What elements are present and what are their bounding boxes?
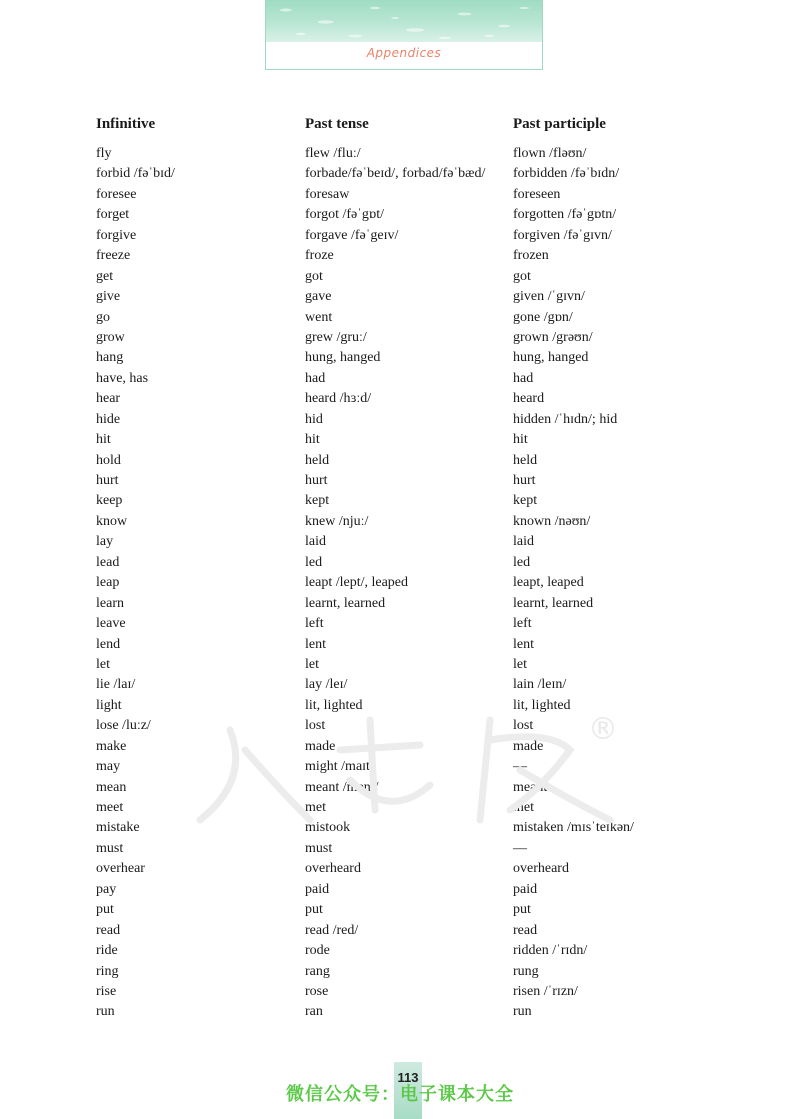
- cell-past-participle: put: [513, 902, 531, 918]
- cell-past-participle: hung, hanged: [513, 350, 589, 366]
- cell-past-tense: lay /leɪ/: [305, 677, 348, 693]
- table-row: [0, 267, 800, 287]
- cell-infinitive: freeze: [96, 248, 131, 264]
- table-row: [0, 982, 800, 1002]
- cell-infinitive: lie /laɪ/: [96, 677, 136, 693]
- cell-infinitive: light: [96, 697, 122, 713]
- cell-past-participle: kept: [513, 493, 538, 509]
- cell-past-tense: had: [305, 370, 326, 386]
- cell-infinitive: read: [96, 922, 121, 938]
- cell-infinitive: forbid /fəˈbɪd/: [96, 166, 175, 182]
- table-row: [0, 880, 800, 900]
- cell-past-tense: hurt: [305, 473, 328, 488]
- cell-past-tense: read /red/: [305, 922, 359, 938]
- cell-past-participle: hit: [513, 432, 528, 448]
- cell-past-participle: leapt, leaped: [513, 575, 584, 591]
- cell-infinitive: have, has: [96, 370, 149, 386]
- cell-past-participle: risen /ˈrɪzn/: [513, 983, 578, 999]
- cell-infinitive: put: [96, 902, 114, 918]
- cell-past-participle: lit, lighted: [513, 697, 571, 713]
- cell-infinitive: hit: [96, 432, 111, 448]
- cell-infinitive: hang: [96, 350, 124, 366]
- cell-past-tense: forbade/fəˈbeɪd/, forbad/fəˈbæd/: [305, 166, 486, 182]
- table-row: [0, 573, 800, 593]
- table-row: [0, 839, 800, 859]
- cell-past-participle: ridden /ˈrɪdn/: [513, 943, 588, 959]
- table-row: [0, 655, 800, 675]
- cell-past-participle: paid: [513, 881, 538, 897]
- cell-past-participle: met: [513, 800, 534, 815]
- cell-infinitive: hear: [96, 391, 121, 407]
- cell-infinitive: lose /luːz/: [96, 718, 151, 734]
- cell-infinitive: grow: [96, 329, 125, 345]
- cell-infinitive: leap: [96, 575, 120, 591]
- cell-past-tense: heard /hɜːd/: [305, 391, 372, 407]
- cell-past-participle: held: [513, 452, 538, 468]
- cell-past-tense: laid: [305, 534, 326, 550]
- table-row: [0, 798, 800, 818]
- cell-past-tense: meant /ment/: [305, 779, 379, 795]
- table-row: [0, 553, 800, 573]
- cell-past-tense: must: [305, 840, 333, 856]
- table-row: [0, 737, 800, 757]
- page-number: 113: [397, 1070, 419, 1085]
- cell-past-tense: left: [305, 616, 324, 632]
- cell-past-tense: put: [305, 902, 323, 918]
- cell-past-participle: forgiven /fəˈgɪvn/: [513, 227, 612, 243]
- cell-infinitive: lead: [96, 554, 120, 570]
- registered-mark: ®: [588, 712, 618, 747]
- cell-past-tense: went: [305, 309, 333, 325]
- cell-infinitive: hide: [96, 411, 121, 427]
- table-row: [0, 1002, 800, 1022]
- table-row: [0, 410, 800, 430]
- table-row: [0, 369, 800, 389]
- cell-infinitive: make: [96, 738, 127, 754]
- cell-past-tense: paid: [305, 881, 330, 897]
- cell-past-tense: forgot /fəˈgɒt/: [305, 207, 384, 223]
- table-row: [0, 205, 800, 225]
- cell-infinitive: rise: [96, 983, 117, 999]
- cell-past-tense: rang: [305, 963, 330, 979]
- table-row: [0, 859, 800, 879]
- cell-past-participle: forgotten /fəˈgɒtn/: [513, 207, 617, 223]
- cell-past-participle: forbidden /fəˈbɪdn/: [513, 166, 620, 182]
- cell-past-participle: had: [513, 370, 534, 386]
- cell-past-participle: foreseen: [513, 186, 561, 202]
- cell-infinitive: forgive: [96, 227, 137, 243]
- column-header-infinitive: Infinitive: [96, 116, 156, 132]
- cell-past-tense: made: [305, 738, 336, 754]
- cell-past-tense: hid: [305, 411, 323, 427]
- column-header-past-participle: Past participle: [513, 116, 606, 132]
- table-row: [0, 144, 800, 164]
- cell-infinitive: mean: [96, 779, 127, 795]
- cell-infinitive: go: [96, 309, 110, 325]
- footer-note: 微信公众号：电子课本大全: [286, 1084, 514, 1105]
- cell-past-participle: frozen: [513, 248, 549, 264]
- table-row: [0, 287, 800, 307]
- table-row: [0, 430, 800, 450]
- cell-past-participle: hurt: [513, 473, 536, 488]
- table-row: [0, 594, 800, 614]
- cell-past-tense: rode: [305, 943, 330, 959]
- cell-infinitive: run: [96, 1004, 115, 1020]
- cell-past-tense: kept: [305, 493, 330, 509]
- table-row: [0, 696, 800, 716]
- cell-infinitive: fly: [96, 146, 112, 161]
- cell-past-tense: froze: [305, 248, 334, 264]
- cell-infinitive: forget: [96, 207, 130, 223]
- table-row: [0, 328, 800, 348]
- cell-past-participle: flown /fləʊn/: [513, 146, 587, 161]
- cell-past-participle: lent: [513, 636, 534, 652]
- table-row: [0, 716, 800, 736]
- section-banner: [265, 0, 543, 70]
- cell-infinitive: pay: [96, 881, 117, 897]
- cell-past-participle: known /nəʊn/: [513, 513, 591, 529]
- cell-past-tense: mistook: [305, 820, 351, 836]
- cell-past-tense: foresaw: [305, 186, 350, 202]
- cell-past-participle: given /ˈgɪvn/: [513, 289, 585, 305]
- cell-infinitive: overhear: [96, 861, 145, 877]
- cell-past-participle: lost: [513, 718, 534, 734]
- cell-past-tense: held: [305, 452, 330, 468]
- cell-past-tense: knew /njuː/: [305, 513, 369, 529]
- cell-past-tense: overheard: [305, 861, 361, 877]
- cell-infinitive: must: [96, 840, 124, 856]
- cell-infinitive: know: [96, 513, 128, 529]
- table-row: [0, 226, 800, 246]
- cell-past-tense: hung, hanged: [305, 350, 381, 366]
- cell-past-tense: might /maɪt/: [305, 759, 374, 775]
- cell-past-participle: rung: [513, 963, 539, 979]
- cell-past-tense: grew /gruː/: [305, 329, 367, 345]
- cell-past-participle: —: [513, 840, 527, 856]
- cell-past-participle: run: [513, 1004, 532, 1020]
- cell-infinitive: mistake: [96, 820, 140, 836]
- cell-past-participle: lain /leɪn/: [513, 677, 567, 693]
- cell-past-tense: met: [305, 800, 326, 815]
- cell-past-tense: forgave /fəˈgeɪv/: [305, 227, 399, 243]
- cell-infinitive: meet: [96, 800, 124, 815]
- cell-past-participle: meant: [513, 779, 548, 795]
- cell-past-tense: ran: [305, 1004, 323, 1020]
- cell-past-participle: learnt, learned: [513, 595, 594, 611]
- cell-past-tense: got: [305, 268, 323, 284]
- table-header: [0, 116, 800, 136]
- table-row: [0, 491, 800, 511]
- cell-past-tense: flew /fluː/: [305, 146, 361, 161]
- cell-past-participle: hidden /ˈhɪdn/; hid: [513, 411, 618, 427]
- section-title: Appendices: [366, 46, 442, 60]
- cell-infinitive: leave: [96, 616, 126, 632]
- cell-past-tense: gave: [305, 289, 332, 305]
- table-row: [0, 512, 800, 532]
- cell-infinitive: lay: [96, 534, 114, 550]
- cell-infinitive: hold: [96, 452, 121, 468]
- cell-past-tense: leapt /lept/, leaped: [305, 575, 409, 591]
- cell-infinitive: ring: [96, 963, 119, 979]
- cell-past-tense: learnt, learned: [305, 595, 386, 611]
- table-row: [0, 778, 800, 798]
- cell-past-participle: left: [513, 616, 532, 632]
- table-row: [0, 921, 800, 941]
- cell-infinitive: hurt: [96, 473, 119, 488]
- cell-infinitive: keep: [96, 493, 123, 509]
- cell-infinitive: learn: [96, 595, 124, 611]
- cell-past-participle: gone /gɒn/: [513, 309, 573, 325]
- table-row: [0, 308, 800, 328]
- cell-infinitive: foresee: [96, 186, 137, 202]
- cell-past-tense: led: [305, 554, 323, 570]
- table-row: [0, 348, 800, 368]
- cell-past-tense: rose: [305, 983, 329, 999]
- cell-infinitive: let: [96, 656, 110, 672]
- table-row: [0, 941, 800, 961]
- table-row: [0, 900, 800, 920]
- cell-past-participle: heard: [513, 391, 545, 407]
- banner-texture: [266, 0, 542, 42]
- cell-past-participle: —: [513, 759, 527, 775]
- table-row: [0, 389, 800, 409]
- table-row: [0, 757, 800, 777]
- table-row: [0, 962, 800, 982]
- cell-past-tense: lent: [305, 636, 326, 652]
- table-row: [0, 818, 800, 838]
- table-row: [0, 471, 800, 491]
- cell-past-tense: lit, lighted: [305, 697, 363, 713]
- cell-infinitive: give: [96, 289, 121, 305]
- table-row: [0, 675, 800, 695]
- table-row: [0, 185, 800, 205]
- table-row: [0, 164, 800, 184]
- cell-past-participle: grown /grəʊn/: [513, 329, 593, 345]
- cell-past-participle: led: [513, 554, 531, 570]
- column-header-past-tense: Past tense: [305, 116, 369, 132]
- cell-past-participle: overheard: [513, 861, 569, 877]
- cell-past-participle: laid: [513, 534, 534, 550]
- table-row: [0, 246, 800, 266]
- cell-past-participle: read: [513, 922, 538, 938]
- cell-infinitive: ride: [96, 943, 118, 959]
- cell-past-tense: let: [305, 656, 319, 672]
- cell-past-tense: hit: [305, 432, 320, 448]
- cell-past-participle: made: [513, 738, 544, 754]
- cell-past-participle: mistaken /mɪsˈteɪkən/: [513, 820, 634, 836]
- table-row: [0, 532, 800, 552]
- cell-infinitive: may: [96, 759, 121, 775]
- cell-past-participle: let: [513, 656, 527, 672]
- table-row: [0, 451, 800, 471]
- table-row: [0, 614, 800, 634]
- verb-table: [0, 144, 800, 1023]
- banner-pattern: [266, 0, 542, 42]
- cell-past-tense: lost: [305, 718, 326, 734]
- cell-infinitive: get: [96, 268, 114, 284]
- cell-past-participle: got: [513, 268, 531, 284]
- table-row: [0, 635, 800, 655]
- cell-infinitive: lend: [96, 636, 121, 652]
